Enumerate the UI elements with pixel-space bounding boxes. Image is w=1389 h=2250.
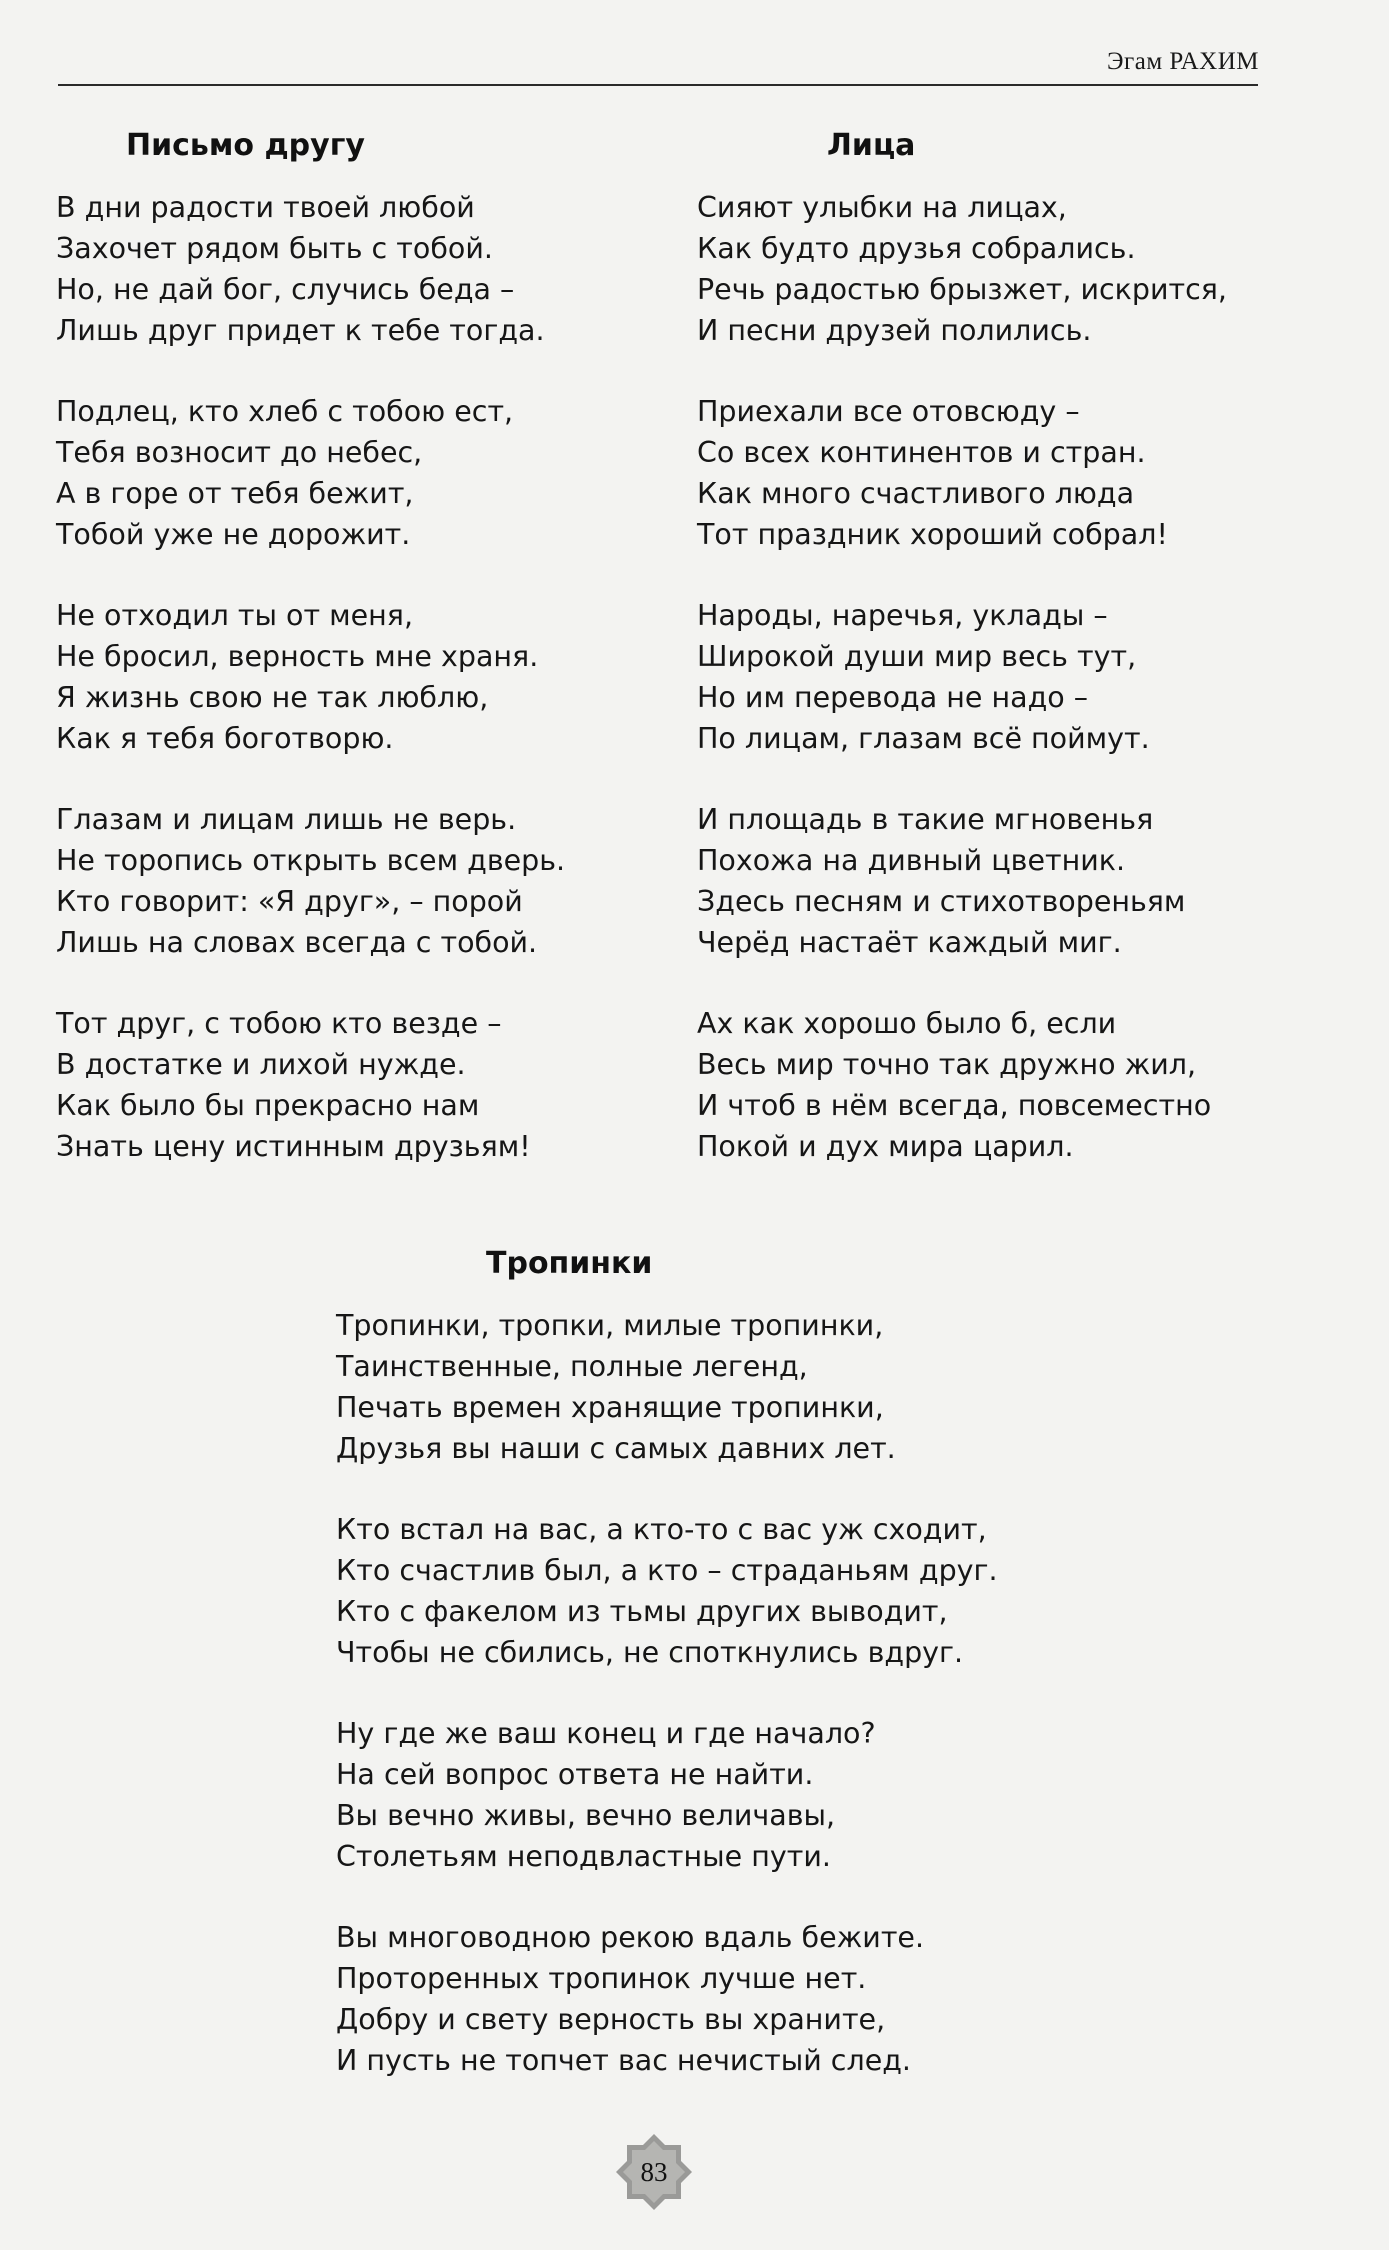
poem-title: Письмо другу xyxy=(126,128,365,163)
poem-line: Но, не дай бог, случись беда – xyxy=(56,273,515,306)
page-number: 83 xyxy=(640,2157,668,2187)
stanza xyxy=(56,187,656,351)
poem-line: Широкой души мир весь тут, xyxy=(697,640,1137,673)
poem-line: Как я тебя боготворю. xyxy=(56,722,394,755)
poem-line: В достатке и лихой нужде. xyxy=(56,1048,466,1081)
poem-line: Кто встал на вас, а кто-то с вас уж сходит, xyxy=(336,1513,987,1546)
poem-line: Здесь песням и стихотвореньям xyxy=(697,885,1186,918)
poem-line: Тобой уже не дорожит. xyxy=(56,518,411,551)
poem-line: Кто с факелом из тьмы других выводит, xyxy=(336,1595,948,1628)
poem-line: Черёд настаёт каждый миг. xyxy=(697,926,1122,959)
stanza xyxy=(697,391,1257,555)
poem-line: Но им перевода не надо – xyxy=(697,681,1089,714)
poem-line: Знать цену истинным друзьям! xyxy=(56,1130,531,1163)
poem-line: На сей вопрос ответа не найти. xyxy=(336,1758,814,1791)
poem-line: Не отходил ты от меня, xyxy=(56,599,414,632)
poem-line: Глазам и лицам лишь не верь. xyxy=(56,803,517,836)
stanza xyxy=(697,1003,1257,1167)
poem-line: Чтобы не сбились, не споткнулись вдруг. xyxy=(336,1636,964,1669)
page-number-badge xyxy=(614,2132,694,2212)
poem-line: Тот праздник хороший собрал! xyxy=(697,518,1168,551)
poem-line: Не торопись открыть всем дверь. xyxy=(56,844,566,877)
poem-line: Речь радостью брызжет, искрится, xyxy=(697,273,1227,306)
poem-letter-to-friend xyxy=(56,128,656,1167)
stanza xyxy=(336,1305,1136,1469)
poem-line: Народы, наречья, уклады – xyxy=(697,599,1108,632)
poem-line: И песни друзей полились. xyxy=(697,314,1092,347)
poem-line: Вы вечно живы, вечно величавы, xyxy=(336,1799,836,1832)
poem-line: Добру и свету верность вы храните, xyxy=(336,2003,886,2036)
poem-line: Приехали все отовсюду – xyxy=(697,395,1080,428)
stanza xyxy=(56,391,656,555)
poem-line: Вы многоводною рекою вдаль бежите. xyxy=(336,1921,925,1954)
poem-line: Ну где же ваш конец и где начало? xyxy=(336,1717,876,1750)
poem-line: А в горе от тебя бежит, xyxy=(56,477,414,510)
poem-line: Друзья вы наши с самых давних лет. xyxy=(336,1432,896,1465)
poem-line: Сияют улыбки на лицах, xyxy=(697,191,1067,224)
stanza xyxy=(697,595,1257,759)
poem-title: Тропинки xyxy=(486,1246,653,1281)
poem-line: И пусть не топчет вас нечистый след. xyxy=(336,2044,911,2077)
poem-faces xyxy=(697,128,1257,1167)
poem-line: Я жизнь свою не так люблю, xyxy=(56,681,489,714)
poem-line: По лицам, глазам всё поймут. xyxy=(697,722,1150,755)
poem-line: Кто счастлив был, а кто – страданьям друг. xyxy=(336,1554,998,1587)
stanza xyxy=(336,1917,1136,2081)
stanza xyxy=(56,595,656,759)
poem-line: Лишь друг придет к тебе тогда. xyxy=(56,314,545,347)
stanza xyxy=(56,799,656,963)
poem-line: И чтоб в нём всегда, повсеместно xyxy=(697,1089,1212,1122)
poem-line: Покой и дух мира царил. xyxy=(697,1130,1074,1163)
poem-line: Весь мир точно так дружно жил, xyxy=(697,1048,1197,1081)
stanza xyxy=(56,1003,656,1167)
poem-title: Лица xyxy=(827,128,916,163)
poem-line: Проторенных тропинок лучше нет. xyxy=(336,1962,867,1995)
poem-line: Со всех континентов и стран. xyxy=(697,436,1146,469)
poem-line: Тот друг, с тобою кто везде – xyxy=(56,1007,502,1040)
poem-line: Как будто друзья собрались. xyxy=(697,232,1136,265)
poem-paths xyxy=(336,1246,1136,2081)
poem-line: Печать времен хранящие тропинки, xyxy=(336,1391,884,1424)
poem-line: И площадь в такие мгновенья xyxy=(697,803,1154,836)
poem-line: В дни радости твоей любой xyxy=(56,191,475,224)
stanza xyxy=(336,1713,1136,1877)
poem-line: Не бросил, верность мне храня. xyxy=(56,640,539,673)
header-rule xyxy=(58,84,1258,86)
poem-line: Тебя возносит до небес, xyxy=(56,436,423,469)
poem-line: Ах как хорошо было б, если xyxy=(697,1007,1117,1040)
stanza xyxy=(697,799,1257,963)
poem-line: Таинственные, полные легенд, xyxy=(336,1350,808,1383)
running-header-author: Эгам РАХИМ xyxy=(1106,48,1259,75)
poem-line: Подлец, кто хлеб с тобою ест, xyxy=(56,395,514,428)
poem-line: Лишь на словах всегда с тобой. xyxy=(56,926,538,959)
poem-line: Как много счастливого люда xyxy=(697,477,1135,510)
stanza xyxy=(336,1509,1136,1673)
poem-line: Столетьям неподвластные пути. xyxy=(336,1840,831,1873)
poem-line: Похожа на дивный цветник. xyxy=(697,844,1126,877)
stanza xyxy=(697,187,1257,351)
poem-line: Тропинки, тропки, милые тропинки, xyxy=(336,1309,884,1342)
poem-line: Как было бы прекрасно нам xyxy=(56,1089,480,1122)
poem-line: Кто говорит: «Я друг», – порой xyxy=(56,885,523,918)
poem-line: Захочет рядом быть с тобой. xyxy=(56,232,493,265)
